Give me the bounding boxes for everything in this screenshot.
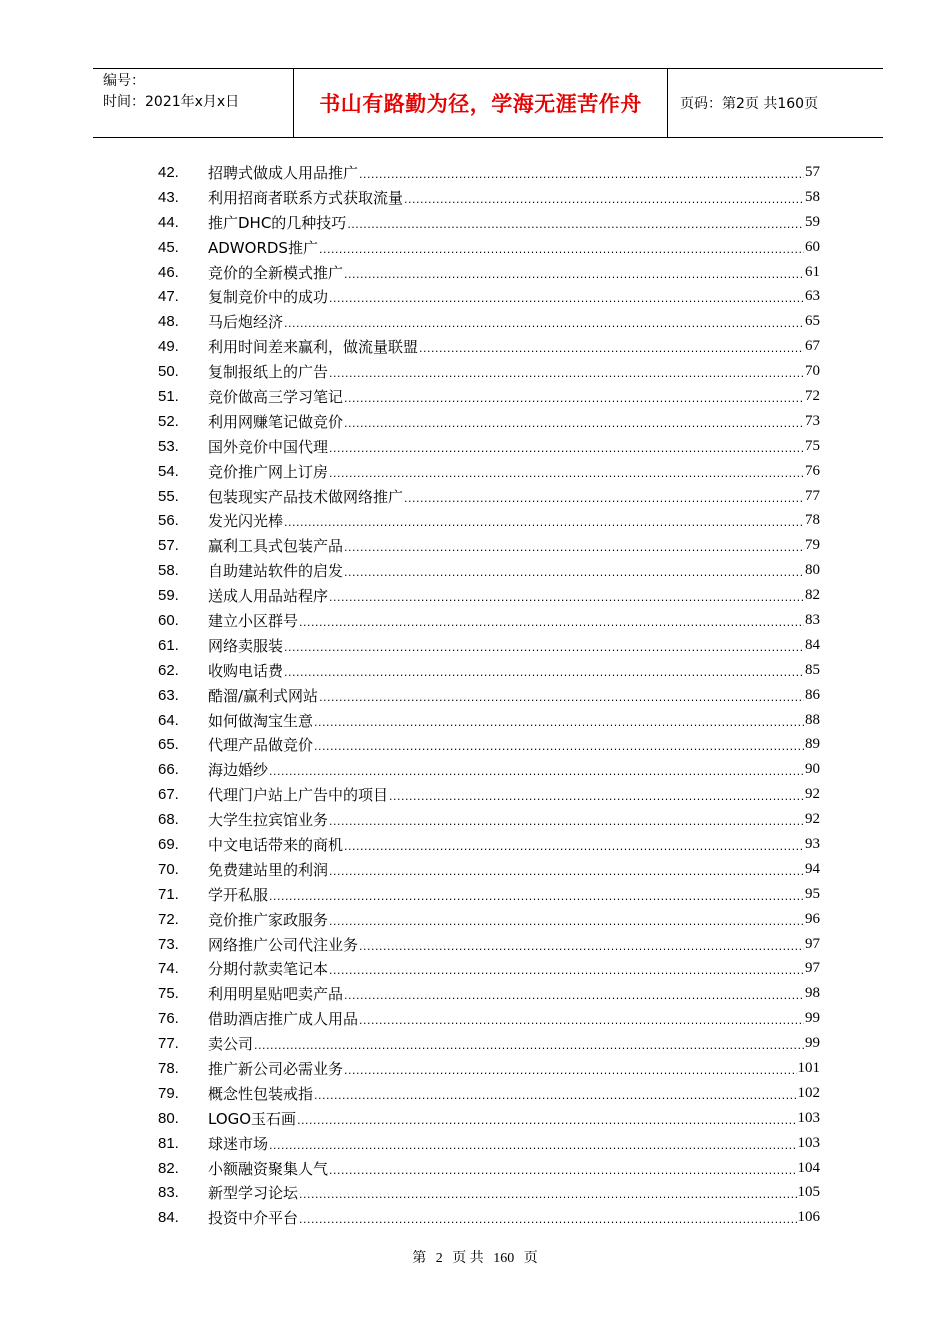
toc-entry-title: 酷溜/赢利式网站 (208, 686, 319, 705)
toc-entry-number: 58. (158, 562, 179, 580)
toc-entry[interactable] (158, 1031, 820, 1056)
toc-dot-leader (359, 168, 804, 181)
toc-dot-leader (297, 1114, 796, 1127)
toc-entry-page: 77 (805, 487, 820, 504)
toc-dot-leader (329, 815, 804, 828)
toc-entry-title: 新型学习论坛 (208, 1184, 299, 1203)
toc-entry[interactable] (158, 832, 820, 857)
toc-entry[interactable] (158, 384, 820, 409)
toc-entry[interactable] (158, 957, 820, 982)
toc-entry-page: 85 (805, 661, 820, 678)
toc-entry[interactable] (158, 459, 820, 484)
footer-suffix: 页 (523, 1251, 538, 1266)
toc-dot-leader (389, 790, 804, 803)
toc-entry[interactable] (158, 757, 820, 782)
toc-dot-leader (344, 1064, 796, 1077)
toc-entry-number: 77. (158, 1035, 179, 1053)
toc-entry-number: 44. (158, 213, 179, 231)
toc-entry-page: 65 (805, 313, 820, 330)
toc-entry-page: 58 (805, 188, 820, 205)
toc-entry-title: 海边婚纱 (208, 761, 269, 780)
toc-entry-page: 88 (805, 711, 820, 728)
toc-entry-number: 56. (158, 512, 179, 530)
toc-entry[interactable] (158, 1106, 820, 1131)
toc-entry[interactable] (158, 932, 820, 957)
toc-entry[interactable] (158, 732, 820, 757)
toc-entry-title: 利用招商者联系方式获取流量 (208, 188, 404, 207)
toc-entry-page: 76 (805, 462, 820, 479)
toc-dot-leader (329, 1164, 796, 1177)
toc-entry-number: 70. (158, 860, 179, 878)
toc-entry-page: 95 (805, 885, 820, 902)
toc-entry-page: 63 (805, 288, 820, 305)
toc-entry-page: 92 (805, 811, 820, 828)
toc-entry-number: 63. (158, 686, 179, 704)
toc-entry-page: 82 (805, 587, 820, 604)
toc-entry-title: 推广DHC的几种技巧 (208, 213, 347, 232)
toc-entry-title: 大学生拉宾馆业务 (208, 811, 329, 830)
toc-entry-page: 96 (805, 910, 820, 927)
header-page-info: 页码：第2页 共160页 (680, 96, 819, 112)
toc-entry[interactable] (158, 608, 820, 633)
toc-dot-leader (284, 516, 804, 529)
toc-entry-number: 43. (158, 188, 179, 206)
toc-entry-title: 中文电话带来的商机 (208, 835, 344, 854)
toc-entry-number: 64. (158, 711, 179, 729)
toc-entry[interactable] (158, 334, 820, 359)
toc-entry[interactable] (158, 434, 820, 459)
toc-dot-leader (344, 541, 804, 554)
toc-dot-leader (299, 1213, 796, 1226)
toc-entry-title: 竞价推广家政服务 (208, 910, 329, 929)
toc-entry-title: ADWORDS推广 (208, 238, 318, 257)
toc-entry[interactable] (158, 260, 820, 285)
toc-entry[interactable] (158, 1156, 820, 1181)
toc-dot-leader (344, 566, 804, 579)
toc-entry-number: 53. (158, 437, 179, 455)
toc-entry-page: 75 (805, 437, 820, 454)
time-label: 时间：2021年x月x日 (103, 94, 240, 110)
toc-dot-leader (269, 1139, 796, 1152)
toc-entry-number: 45. (158, 238, 179, 256)
toc-entry-page: 98 (805, 985, 820, 1002)
header-meta (93, 69, 294, 137)
toc-entry-title: 代理门户站上广告中的项目 (208, 786, 389, 805)
toc-entry-page: 59 (805, 213, 820, 230)
toc-entry-title: 投资中介平台 (208, 1209, 299, 1228)
toc-entry-number: 81. (158, 1134, 179, 1152)
toc-dot-leader (344, 268, 804, 281)
number-label: 编号： (103, 73, 145, 89)
toc-entry-page: 83 (805, 611, 820, 628)
toc-dot-leader (329, 467, 804, 480)
toc-entry-title: 送成人用品站程序 (208, 587, 329, 606)
toc-entry[interactable] (158, 782, 820, 807)
toc-entry[interactable] (158, 484, 820, 509)
toc-entry-page: 97 (805, 935, 820, 952)
toc-dot-leader (329, 865, 804, 878)
toc-entry-title: 马后炮经济 (208, 313, 284, 332)
toc-entry-page: 99 (805, 1035, 820, 1052)
toc-entry-number: 61. (158, 636, 179, 654)
toc-dot-leader (319, 691, 804, 704)
toc-entry-page: 90 (805, 761, 820, 778)
toc-entry-title: 如何做淘宝生意 (208, 711, 314, 730)
toc-entry-title: 借助酒店推广成人用品 (208, 1010, 359, 1029)
toc-dot-leader (329, 292, 804, 305)
toc-entry-title: 学开私服 (208, 885, 269, 904)
toc-entry-title: 复制竞价中的成功 (208, 288, 329, 307)
toc-dot-leader (329, 591, 804, 604)
toc-entry-number: 54. (158, 462, 179, 480)
toc-entry-number: 71. (158, 885, 179, 903)
toc-dot-leader (344, 840, 804, 853)
toc-entry-page: 73 (805, 412, 820, 429)
toc-entry-page: 60 (805, 238, 820, 255)
footer-mid: 页 共 (452, 1251, 484, 1266)
toc-entry-number: 50. (158, 363, 179, 381)
toc-dot-leader (269, 890, 804, 903)
toc-dot-leader (314, 740, 804, 753)
toc-entry-number: 55. (158, 487, 179, 505)
toc-entry-number: 74. (158, 960, 179, 978)
toc-dot-leader (319, 243, 804, 256)
toc-entry-number: 66. (158, 761, 179, 779)
toc-entry-title: 利用明星贴吧卖产品 (208, 985, 344, 1004)
toc-entry-number: 73. (158, 935, 179, 953)
toc-entry[interactable] (158, 633, 820, 658)
toc-entry[interactable] (158, 807, 820, 832)
toc-entry-title: 收购电话费 (208, 661, 284, 680)
toc-entry[interactable] (158, 981, 820, 1006)
toc-entry-number: 52. (158, 412, 179, 430)
toc-entry[interactable] (158, 235, 820, 260)
toc-entry[interactable] (158, 857, 820, 882)
toc-entry-title: 国外竞价中国代理 (208, 437, 329, 456)
toc-entry-number: 82. (158, 1159, 179, 1177)
toc-entry-number: 68. (158, 811, 179, 829)
toc-dot-leader (299, 616, 804, 629)
toc-entry-number: 84. (158, 1209, 179, 1227)
toc-entry[interactable] (158, 882, 820, 907)
toc-entry[interactable] (158, 1181, 820, 1206)
footer-prefix: 第 (412, 1251, 427, 1266)
toc-entry[interactable] (158, 1006, 820, 1031)
toc-entry-title: 代理产品做竞价 (208, 736, 314, 755)
toc-entry-page: 79 (805, 537, 820, 554)
toc-entry[interactable] (158, 210, 820, 235)
page-footer (0, 1247, 950, 1267)
toc-dot-leader (314, 716, 804, 729)
toc-entry-title: 竞价做高三学习笔记 (208, 387, 344, 406)
toc-entry-number: 79. (158, 1084, 179, 1102)
toc-entry[interactable] (158, 1081, 820, 1106)
toc-dot-leader (269, 765, 804, 778)
toc-entry-page: 67 (805, 338, 820, 355)
toc-dot-leader (404, 492, 804, 505)
toc-entry-title: 竞价的全新模式推广 (208, 263, 344, 282)
toc-dot-leader (284, 641, 804, 654)
toc-entry-number: 51. (158, 387, 179, 405)
toc-dot-leader (419, 342, 804, 355)
toc-entry-page: 78 (805, 512, 820, 529)
toc-entry-title: 卖公司 (208, 1035, 254, 1054)
toc-entry-title: 赢利工具式包装产品 (208, 537, 344, 556)
toc-entry-number: 48. (158, 313, 179, 331)
toc-entry-number: 65. (158, 736, 179, 754)
toc-entry-title: 招聘式做成人用品推广 (208, 163, 359, 182)
toc-dot-leader (314, 1089, 796, 1102)
toc-dot-leader (284, 666, 804, 679)
toc-entry-page: 99 (805, 1010, 820, 1027)
toc-entry-title: LOGO玉石画 (208, 1109, 297, 1128)
toc-entry-number: 69. (158, 835, 179, 853)
toc-entry-title: 推广新公司必需业务 (208, 1060, 344, 1078)
toc-entry-page: 93 (805, 835, 820, 852)
toc-entry[interactable] (158, 1131, 820, 1156)
footer-total: 160 (493, 1251, 515, 1266)
toc-entry-title: 建立小区群号 (208, 611, 299, 630)
toc-entry[interactable] (158, 160, 820, 185)
toc-dot-leader (299, 1188, 796, 1201)
toc-entry[interactable] (158, 284, 820, 309)
toc-entry[interactable] (158, 1056, 820, 1081)
toc-entry[interactable] (158, 907, 820, 932)
toc-entry-title: 小额融资聚集人气 (208, 1159, 329, 1178)
table-of-contents (158, 160, 820, 1230)
toc-dot-leader (359, 940, 804, 953)
toc-entry-number: 49. (158, 338, 179, 356)
toc-dot-leader (329, 367, 804, 380)
toc-entry-title: 复制报纸上的广告 (208, 363, 329, 382)
toc-dot-leader (329, 915, 804, 928)
toc-entry[interactable] (158, 508, 820, 533)
footer-page: 2 (435, 1251, 443, 1266)
toc-entry-number: 57. (158, 537, 179, 555)
toc-entry[interactable] (158, 309, 820, 334)
toc-entry-title: 网络卖服装 (208, 636, 284, 655)
toc-entry-number: 67. (158, 786, 179, 804)
toc-entry-title: 分期付款卖笔记本 (208, 960, 329, 979)
toc-entry-number: 47. (158, 288, 179, 306)
toc-dot-leader (284, 317, 804, 330)
toc-entry-page: 57 (805, 163, 820, 180)
toc-entry-title: 免费建站里的利润 (208, 860, 329, 879)
toc-entry-number: 78. (158, 1060, 179, 1077)
toc-entry[interactable] (158, 708, 820, 733)
toc-entry-page: 84 (805, 636, 820, 653)
toc-dot-leader (329, 964, 804, 977)
toc-entry-page: 101 (797, 1060, 820, 1076)
toc-dot-leader (254, 1039, 804, 1052)
toc-entry-number: 59. (158, 587, 179, 605)
toc-entry[interactable] (158, 185, 820, 210)
toc-entry-number: 46. (158, 263, 179, 281)
toc-entry-number: 72. (158, 910, 179, 928)
toc-dot-leader (344, 989, 804, 1002)
toc-entry-page: 80 (805, 562, 820, 579)
toc-entry-title: 概念性包装戒指 (208, 1084, 314, 1103)
toc-entry-page: 105 (797, 1184, 820, 1201)
toc-dot-leader (344, 417, 804, 430)
toc-entry-title: 利用网赚笔记做竞价 (208, 412, 344, 431)
toc-entry-page: 86 (805, 686, 820, 703)
toc-entry-number: 83. (158, 1184, 179, 1202)
toc-entry-title: 竞价推广网上订房 (208, 462, 329, 481)
toc-entry-title: 发光闪光棒 (208, 512, 284, 531)
toc-entry-page: 102 (797, 1084, 820, 1101)
toc-entry[interactable] (158, 658, 820, 683)
toc-entry-page: 72 (805, 387, 820, 404)
header-motto: 书山有路勤为径，学海无涯苦作舟 (294, 69, 668, 137)
toc-entry[interactable] (158, 359, 820, 384)
toc-entry-page: 92 (805, 786, 820, 803)
toc-entry-title: 包装现实产品技术做网络推广 (208, 487, 404, 506)
toc-entry-number: 62. (158, 661, 179, 679)
toc-entry-page: 61 (805, 263, 820, 280)
toc-entry[interactable] (158, 409, 820, 434)
toc-entry-number: 76. (158, 1010, 179, 1028)
toc-entry-number: 75. (158, 985, 179, 1003)
toc-entry-title: 球迷市场 (208, 1134, 269, 1153)
toc-entry[interactable] (158, 583, 820, 608)
toc-entry-number: 42. (158, 163, 179, 181)
toc-entry-page: 106 (797, 1209, 820, 1226)
toc-entry-title: 网络推广公司代注业务 (208, 935, 359, 954)
toc-entry-title: 利用时间差来赢利，做流量联盟 (208, 338, 419, 357)
page-header (93, 68, 883, 138)
toc-entry-page: 103 (797, 1134, 820, 1151)
toc-entry-page: 89 (805, 736, 820, 753)
toc-entry-page: 94 (805, 860, 820, 877)
toc-dot-leader (359, 1014, 804, 1027)
toc-entry-page: 97 (805, 960, 820, 977)
toc-entry-page: 104 (797, 1159, 820, 1176)
toc-entry-number: 60. (158, 611, 179, 629)
toc-entry-page: 70 (805, 363, 820, 380)
toc-entry[interactable] (158, 533, 820, 558)
toc-entry-title: 自助建站软件的启发 (208, 562, 344, 581)
toc-dot-leader (344, 392, 804, 405)
toc-entry[interactable] (158, 1205, 820, 1230)
toc-dot-leader (404, 193, 804, 206)
toc-entry-page: 103 (797, 1109, 820, 1126)
toc-dot-leader (329, 442, 804, 455)
toc-entry[interactable] (158, 558, 820, 583)
toc-entry[interactable] (158, 683, 820, 708)
toc-entry-number: 80. (158, 1109, 179, 1127)
toc-dot-leader (347, 218, 804, 231)
